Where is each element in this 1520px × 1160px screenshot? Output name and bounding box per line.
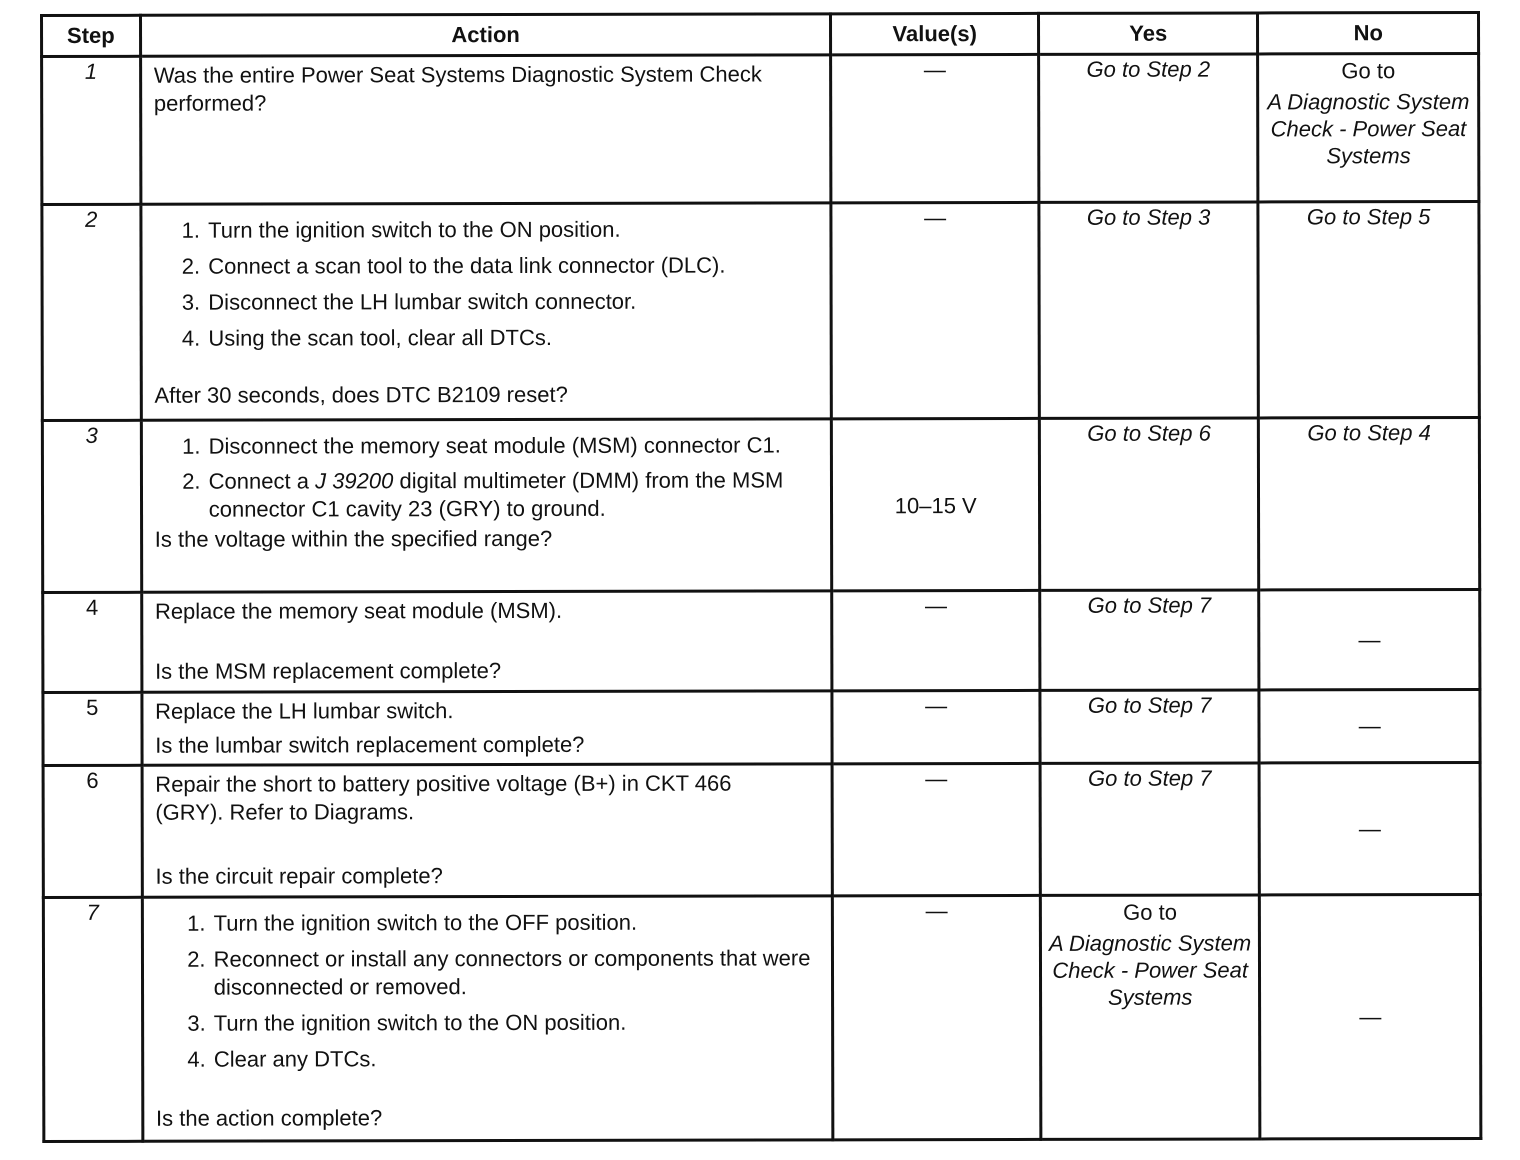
table-row-step-6	[43, 762, 1480, 897]
step-number: 6	[43, 765, 142, 897]
no-cell	[1258, 53, 1479, 201]
action-text: Replace the LH lumbar switch.	[155, 698, 454, 724]
list-item: 2. Reconnect or install any connectors or components that were disconnected or removed.	[212, 941, 822, 1006]
yes-link[interactable]: Go to Step 7	[1087, 765, 1212, 791]
no-prefix: Go to	[1341, 58, 1396, 84]
action-text: Repair the short to battery positive voltage (B+) in CKT 466 (GRY). Refer to Diagrams.	[155, 770, 732, 825]
action-cell	[142, 896, 833, 1141]
tool-reference: J 39200	[315, 468, 394, 494]
no-link[interactable]: Go to Step 5	[1306, 204, 1431, 230]
yes-link[interactable]: Go to Step 6	[1087, 420, 1211, 446]
header-yes: Yes	[1038, 13, 1258, 54]
no-link[interactable]: Go to Step 4	[1307, 420, 1431, 446]
step-number: 4	[43, 592, 142, 692]
header-no: No	[1258, 12, 1479, 53]
value-cell: —	[832, 690, 1040, 763]
value-cell: —	[832, 590, 1040, 690]
list-item: 3. Turn the ignition switch to the ON position.	[212, 1005, 822, 1042]
step-number: 2	[42, 204, 141, 420]
action-cell	[141, 203, 832, 420]
yes-cell	[1040, 590, 1260, 690]
action-question: Is the lumbar switch replacement complete?	[155, 731, 585, 758]
action-text: Replace the memory seat module (MSM).	[154, 597, 563, 624]
no-cell: —	[1260, 894, 1481, 1138]
action-steps-list	[155, 428, 821, 525]
yes-prefix: Go to	[1123, 899, 1177, 925]
action-steps-list	[156, 905, 822, 1078]
diagnostic-table	[40, 11, 1482, 1143]
yes-cell	[1040, 690, 1260, 763]
table-row-step-3	[42, 417, 1479, 592]
action-text: Was the entire Power Seat Systems Diagnostic System Check performed?	[153, 61, 762, 116]
yes-link[interactable]: Go to Step 7	[1087, 692, 1212, 718]
action-question: After 30 seconds, does DTC B2109 reset?	[154, 381, 568, 408]
action-cell	[140, 55, 831, 204]
step-number: 1	[42, 56, 141, 204]
value-cell: 10–15 V	[832, 418, 1040, 590]
yes-cell	[1040, 895, 1260, 1139]
step-number: 3	[42, 420, 141, 592]
yes-link[interactable]: Go to Step 3	[1086, 204, 1211, 230]
yes-cell	[1040, 763, 1260, 895]
no-link[interactable]	[1260, 55, 1478, 179]
value-cell: —	[833, 895, 1041, 1139]
action-question: Is the voltage within the specified range?	[154, 525, 553, 552]
list-item: 1. Turn the ignition switch to the OFF position.	[212, 905, 822, 942]
no-cell: —	[1259, 762, 1480, 894]
list-item: 4. Using the scan tool, clear all DTCs.	[206, 320, 820, 357]
action-cell	[141, 591, 832, 692]
no-cell: —	[1259, 689, 1480, 762]
table-row-step-4	[43, 589, 1480, 692]
header-action: Action	[140, 14, 831, 56]
action-question: Is the action complete?	[155, 1105, 383, 1131]
yes-link[interactable]	[1042, 896, 1259, 1018]
no-reference: A Diagnostic System Check - Power Seat Systems	[1267, 89, 1470, 169]
action-cell	[142, 691, 833, 765]
yes-cell	[1038, 54, 1258, 202]
table-row-step-1	[42, 53, 1479, 204]
header-row	[42, 12, 1479, 56]
step-number: 5	[43, 692, 142, 765]
header-step: Step	[42, 15, 141, 56]
action-question: Is the circuit repair complete?	[155, 863, 443, 889]
action-steps-list	[154, 212, 820, 357]
yes-link[interactable]: Go to Step 2	[1086, 56, 1211, 82]
list-item: 4. Clear any DTCs.	[212, 1041, 822, 1078]
table-row-step-7	[43, 894, 1481, 1141]
action-cell	[142, 764, 833, 897]
table-row-step-2	[42, 201, 1479, 420]
list-item: 1. Turn the ignition switch to the ON position.	[206, 212, 820, 249]
no-cell	[1259, 417, 1480, 589]
list-item: 2. Connect a J 39200 digital multimeter (DMM) from the MSM connector C1 cavity 23 (GRY) to ground.	[207, 463, 821, 525]
no-cell	[1258, 201, 1479, 417]
yes-cell	[1039, 418, 1259, 590]
action-cell	[141, 419, 832, 592]
yes-link[interactable]: Go to Step 7	[1087, 592, 1212, 618]
table-row-step-5	[43, 689, 1480, 765]
list-item: 3. Disconnect the LH lumbar switch connector.	[206, 284, 820, 321]
value-cell: —	[831, 54, 1039, 202]
yes-reference: A Diagnostic System Check - Power Seat Systems	[1049, 930, 1252, 1010]
action-question: Is the MSM replacement complete?	[155, 658, 502, 684]
no-cell: —	[1259, 589, 1480, 689]
yes-cell	[1039, 202, 1259, 418]
step-number: 7	[43, 897, 142, 1141]
value-cell: —	[833, 763, 1041, 895]
list-item: 2. Connect a scan tool to the data link connector (DLC).	[206, 248, 820, 285]
value-cell: —	[831, 202, 1039, 418]
header-values: Value(s)	[831, 13, 1039, 54]
list-item: 1. Disconnect the memory seat module (MSM) connector C1.	[207, 428, 821, 464]
